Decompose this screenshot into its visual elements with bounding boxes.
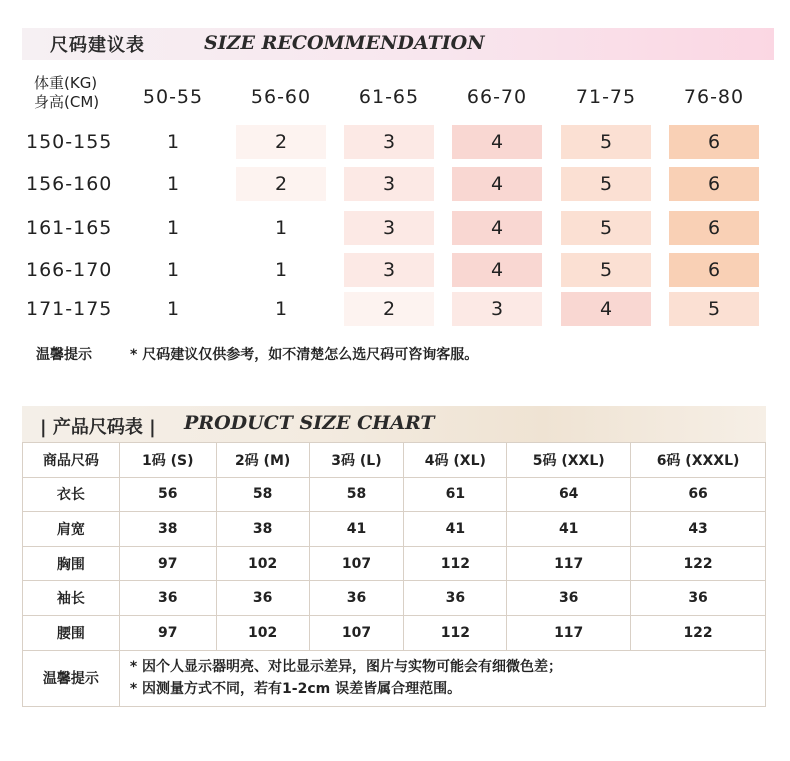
recommended-size-cell: 6 — [669, 125, 759, 159]
recommendation-tip-text: * 尺码建议仅供参考，如不清楚怎么选尺码可咨询客服。 — [130, 347, 479, 363]
measurement-value-cell: 117 — [507, 615, 631, 650]
measurement-value-cell: 66 — [631, 477, 766, 512]
measurement-value-cell: 36 — [309, 581, 404, 616]
recommended-size-cell: 1 — [128, 211, 218, 245]
measurement-value-cell: 64 — [507, 477, 631, 512]
weight-column-header: 61-65 — [358, 86, 420, 108]
recommended-size-cell: 1 — [236, 253, 326, 287]
measurement-value-cell: 107 — [309, 546, 404, 581]
recommended-size-cell: 2 — [236, 167, 326, 201]
recommended-size-cell: 1 — [236, 292, 326, 326]
product-size-chart-title-en: PRODUCT SIZE CHART — [184, 412, 435, 434]
measurement-name-cell: 衣长 — [23, 477, 120, 512]
recommended-size-cell: 4 — [452, 167, 542, 201]
measurement-value-cell: 102 — [216, 546, 309, 581]
recommended-size-cell: 5 — [561, 167, 651, 201]
size-table-header-cell: 1码 (S) — [119, 443, 216, 478]
recommended-size-cell: 3 — [344, 167, 434, 201]
measurement-value-cell: 41 — [309, 512, 404, 547]
recommended-size-cell: 4 — [452, 125, 542, 159]
height-row-label: 150-155 — [26, 131, 113, 153]
height-row-label: 171-175 — [26, 298, 113, 320]
measurement-value-cell: 38 — [216, 512, 309, 547]
measurement-value-cell: 36 — [507, 581, 631, 616]
recommended-size-cell: 2 — [344, 292, 434, 326]
recommended-size-cell: 5 — [561, 253, 651, 287]
size-recommendation-title-en: SIZE RECOMMENDATION — [204, 32, 485, 54]
weight-column-header: 66-70 — [466, 86, 528, 108]
size-table-header-cell: 商品尺码 — [23, 443, 120, 478]
recommended-size-cell: 1 — [128, 167, 218, 201]
recommendation-tip-label: 温馨提示 — [36, 347, 92, 363]
size-table-header-cell: 5码 (XXL) — [507, 443, 631, 478]
recommended-size-cell: 3 — [344, 125, 434, 159]
measurement-value-cell: 58 — [309, 477, 404, 512]
recommended-size-cell: 1 — [236, 211, 326, 245]
recommended-size-cell: 3 — [344, 253, 434, 287]
size-recommendation-banner — [22, 28, 774, 60]
measurement-value-cell: 97 — [119, 546, 216, 581]
weight-height-corner-label — [34, 74, 99, 112]
weight-column-header: 56-60 — [250, 86, 312, 108]
measurement-value-cell: 58 — [216, 477, 309, 512]
product-size-chart-title-cn: | 产品尺码表 | — [40, 417, 156, 438]
size-recommendation-title-cn: 尺码建议表 — [50, 35, 145, 56]
measurement-name-cell: 胸围 — [23, 546, 120, 581]
size-table-row — [23, 512, 766, 547]
recommended-size-cell: 3 — [344, 211, 434, 245]
recommended-size-cell: 5 — [561, 211, 651, 245]
size-table-header-cell: 4码 (XL) — [404, 443, 507, 478]
size-table-row — [23, 615, 766, 650]
product-size-chart-banner — [22, 406, 766, 442]
weight-column-header: 50-55 — [142, 86, 204, 108]
measurement-value-cell: 122 — [631, 546, 766, 581]
size-table-row — [23, 477, 766, 512]
measurement-value-cell: 107 — [309, 615, 404, 650]
measurement-value-cell: 56 — [119, 477, 216, 512]
size-table-header-cell: 2码 (M) — [216, 443, 309, 478]
size-table-tip-label: 温馨提示 — [23, 650, 120, 706]
weight-column-header: 76-80 — [683, 86, 745, 108]
recommended-size-cell: 6 — [669, 167, 759, 201]
measurement-value-cell: 97 — [119, 615, 216, 650]
recommended-size-cell: 4 — [452, 253, 542, 287]
measurement-value-cell: 36 — [631, 581, 766, 616]
recommended-size-cell: 5 — [669, 292, 759, 326]
measurement-value-cell: 122 — [631, 615, 766, 650]
recommended-size-cell: 4 — [452, 211, 542, 245]
recommended-size-cell: 2 — [236, 125, 326, 159]
measurement-value-cell: 117 — [507, 546, 631, 581]
measurement-value-cell: 41 — [507, 512, 631, 547]
size-table-header-cell: 3码 (L) — [309, 443, 404, 478]
height-row-label: 161-165 — [26, 217, 113, 239]
measurement-name-cell: 腰围 — [23, 615, 120, 650]
size-table-tip-text — [119, 650, 765, 706]
height-row-label: 156-160 — [26, 173, 113, 195]
size-table-row — [23, 546, 766, 581]
recommended-size-cell: 1 — [128, 125, 218, 159]
measurement-value-cell: 36 — [119, 581, 216, 616]
measurement-value-cell: 43 — [631, 512, 766, 547]
weight-column-header: 71-75 — [575, 86, 637, 108]
measurement-value-cell: 36 — [216, 581, 309, 616]
recommended-size-cell: 1 — [128, 253, 218, 287]
recommended-size-cell: 6 — [669, 211, 759, 245]
size-table-notes-row — [23, 650, 766, 706]
measurement-value-cell: 36 — [404, 581, 507, 616]
measurement-value-cell: 38 — [119, 512, 216, 547]
recommended-size-cell: 3 — [452, 292, 542, 326]
measurement-name-cell: 肩宽 — [23, 512, 120, 547]
height-axis-label: 身高(CM) — [34, 93, 100, 111]
size-table-tip-line: * 因测量方式不同，若有1-2cm 误差皆属合理范围。 — [129, 681, 462, 698]
recommended-size-cell: 1 — [128, 292, 218, 326]
recommended-size-cell: 5 — [561, 125, 651, 159]
measurement-value-cell: 41 — [404, 512, 507, 547]
product-size-table — [22, 442, 766, 707]
height-row-label: 166-170 — [26, 259, 113, 281]
size-table-header-row — [23, 443, 766, 478]
size-table-header-cell: 6码 (XXXL) — [631, 443, 766, 478]
measurement-value-cell: 102 — [216, 615, 309, 650]
measurement-value-cell: 61 — [404, 477, 507, 512]
recommended-size-cell: 4 — [561, 292, 651, 326]
size-table-row — [23, 581, 766, 616]
measurement-value-cell: 112 — [404, 546, 507, 581]
recommended-size-cell: 6 — [669, 253, 759, 287]
size-table-tip-line: * 因个人显示器明亮、对比显示差异，图片与实物可能会有细微色差； — [129, 659, 563, 676]
measurement-name-cell: 袖长 — [23, 581, 120, 616]
measurement-value-cell: 112 — [404, 615, 507, 650]
weight-axis-label: 体重(KG) — [34, 74, 98, 92]
